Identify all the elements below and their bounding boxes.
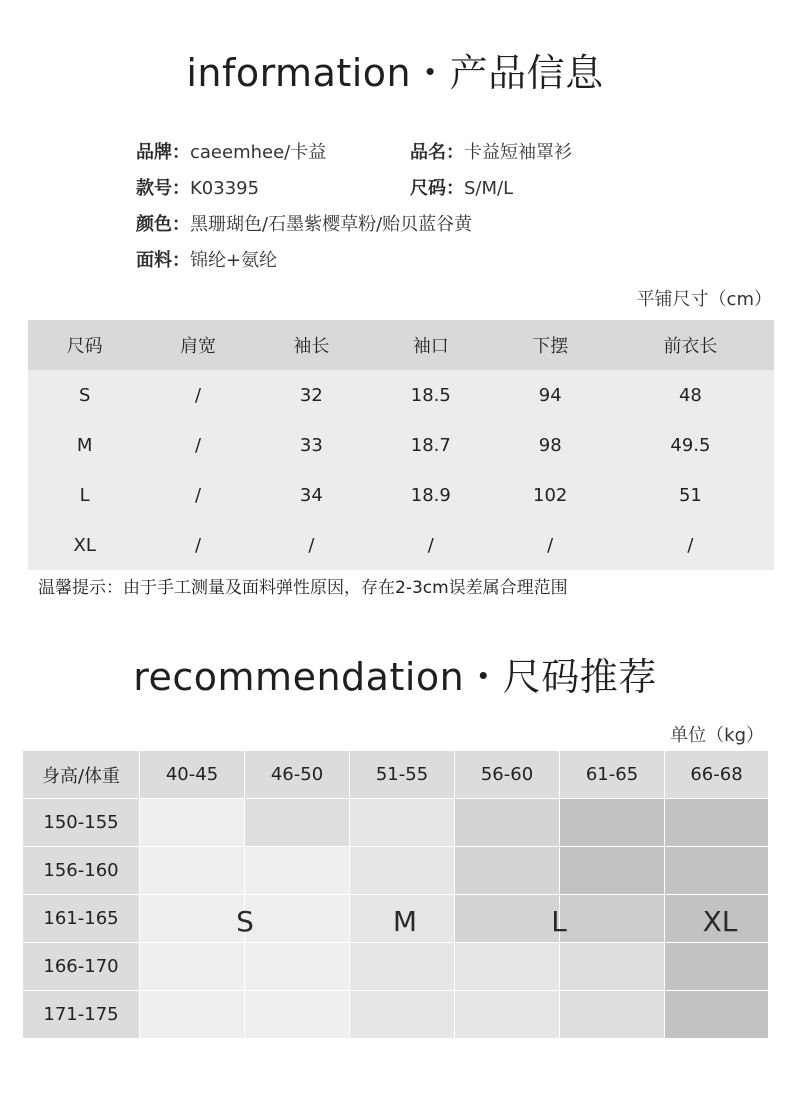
height-label: 171-175 bbox=[23, 991, 140, 1039]
cell bbox=[455, 799, 560, 847]
header-weight: 56-60 bbox=[455, 751, 560, 799]
size-value: S/M/L bbox=[464, 178, 514, 199]
measurement-note: 温馨提示：由于手工测量及面料弹性原因，存在2-3cm误差属合理范围 bbox=[38, 578, 568, 598]
cell: XL bbox=[73, 534, 96, 556]
cell: 102 bbox=[533, 484, 568, 506]
cell: / bbox=[547, 534, 554, 556]
cell: 33 bbox=[299, 434, 323, 456]
cell bbox=[350, 991, 455, 1039]
cell bbox=[560, 991, 665, 1039]
size-key: 尺码： bbox=[410, 178, 464, 199]
table-row bbox=[28, 520, 774, 570]
table-row bbox=[28, 420, 774, 470]
header-front-length: 前衣长 bbox=[607, 320, 774, 370]
header-weight: 46-50 bbox=[245, 751, 350, 799]
header-weight: 51-55 bbox=[350, 751, 455, 799]
cell: / bbox=[687, 534, 694, 556]
cell: 98 bbox=[538, 434, 562, 456]
cell bbox=[560, 943, 665, 991]
header-weight: 66-68 bbox=[665, 751, 769, 799]
table-row bbox=[23, 943, 769, 991]
cell: / bbox=[194, 484, 202, 506]
product-info bbox=[136, 138, 696, 282]
cell: / bbox=[308, 534, 315, 556]
info-row bbox=[136, 246, 696, 282]
size-table bbox=[28, 320, 774, 570]
cell bbox=[140, 895, 245, 943]
cell: 48 bbox=[678, 384, 702, 406]
height-label: 156-160 bbox=[23, 847, 140, 895]
cell bbox=[350, 943, 455, 991]
weight-unit-label: 单位（kg） bbox=[670, 725, 764, 746]
size-table-header-row bbox=[28, 320, 774, 370]
cell: 34 bbox=[299, 484, 323, 506]
height-label: 166-170 bbox=[23, 943, 140, 991]
size-zone-label-xl: XL bbox=[702, 905, 738, 938]
table-row bbox=[28, 470, 774, 520]
cell: 18.7 bbox=[410, 434, 451, 456]
cell: / bbox=[194, 384, 202, 406]
style-value: K03395 bbox=[190, 178, 260, 199]
brand-key: 品牌： bbox=[136, 142, 190, 163]
cell bbox=[245, 943, 350, 991]
height-label: 150-155 bbox=[23, 799, 140, 847]
cell bbox=[140, 991, 245, 1039]
header-weight: 61-65 bbox=[560, 751, 665, 799]
cell: 94 bbox=[538, 384, 562, 406]
cell bbox=[455, 895, 560, 943]
cell bbox=[455, 943, 560, 991]
cell: M bbox=[76, 434, 93, 456]
product-name-value: 卡益短袖罩衫 bbox=[464, 142, 572, 163]
table-row bbox=[23, 991, 769, 1039]
header-size: 尺码 bbox=[28, 320, 141, 370]
fabric-value: 锦纶+氨纶 bbox=[190, 250, 278, 271]
section-title-recommendation: recommendation・尺码推荐 bbox=[133, 655, 657, 699]
cell bbox=[455, 991, 560, 1039]
size-zone-label-s: S bbox=[236, 905, 254, 938]
header-sleeve-length: 袖长 bbox=[255, 320, 368, 370]
cell bbox=[245, 799, 350, 847]
cell bbox=[665, 799, 769, 847]
header-hem: 下摆 bbox=[494, 320, 607, 370]
header-weight: 40-45 bbox=[140, 751, 245, 799]
header-height-weight: 身高/体重 bbox=[23, 751, 140, 799]
info-row bbox=[136, 174, 696, 210]
height-label: 161-165 bbox=[23, 895, 140, 943]
cell bbox=[560, 895, 665, 943]
cell: 18.9 bbox=[410, 484, 451, 506]
cell bbox=[245, 991, 350, 1039]
table-row bbox=[28, 370, 774, 420]
cell bbox=[245, 847, 350, 895]
fabric-key: 面料： bbox=[136, 250, 190, 271]
cell bbox=[560, 799, 665, 847]
product-name-key: 品名： bbox=[410, 142, 464, 163]
brand-value: caeemhee/卡益 bbox=[190, 142, 327, 163]
cell bbox=[665, 991, 769, 1039]
cell: S bbox=[78, 384, 91, 406]
cell: / bbox=[194, 534, 202, 556]
cell bbox=[350, 799, 455, 847]
cell: L bbox=[79, 484, 90, 506]
cell bbox=[455, 847, 560, 895]
color-value: 黑珊瑚色/石墨紫樱草粉/贻贝蓝谷黄 bbox=[190, 214, 473, 235]
cell bbox=[140, 799, 245, 847]
cell bbox=[140, 847, 245, 895]
size-unit-label: 平铺尺寸（cm） bbox=[636, 289, 772, 310]
size-recommendation-table bbox=[22, 750, 769, 1039]
cell: 18.5 bbox=[410, 384, 451, 406]
size-zone-label-l: L bbox=[551, 905, 567, 938]
color-key: 颜色： bbox=[136, 214, 190, 235]
section-title-information: information・产品信息 bbox=[186, 51, 604, 95]
cell bbox=[665, 847, 769, 895]
cell bbox=[245, 895, 350, 943]
cell: 32 bbox=[299, 384, 323, 406]
style-key: 款号： bbox=[136, 178, 190, 199]
cell bbox=[140, 943, 245, 991]
cell: / bbox=[427, 534, 434, 556]
size-zone-label-m: M bbox=[392, 905, 418, 938]
cell bbox=[665, 943, 769, 991]
cell: 49.5 bbox=[670, 434, 711, 456]
cell: / bbox=[194, 434, 202, 456]
cell bbox=[350, 847, 455, 895]
info-row bbox=[136, 210, 696, 246]
cell: 51 bbox=[678, 484, 702, 506]
cell bbox=[560, 847, 665, 895]
table-row bbox=[23, 799, 769, 847]
header-shoulder: 肩宽 bbox=[141, 320, 254, 370]
info-row bbox=[136, 138, 696, 174]
header-cuff: 袖口 bbox=[368, 320, 494, 370]
table-row bbox=[23, 847, 769, 895]
rec-header-row bbox=[23, 751, 769, 799]
